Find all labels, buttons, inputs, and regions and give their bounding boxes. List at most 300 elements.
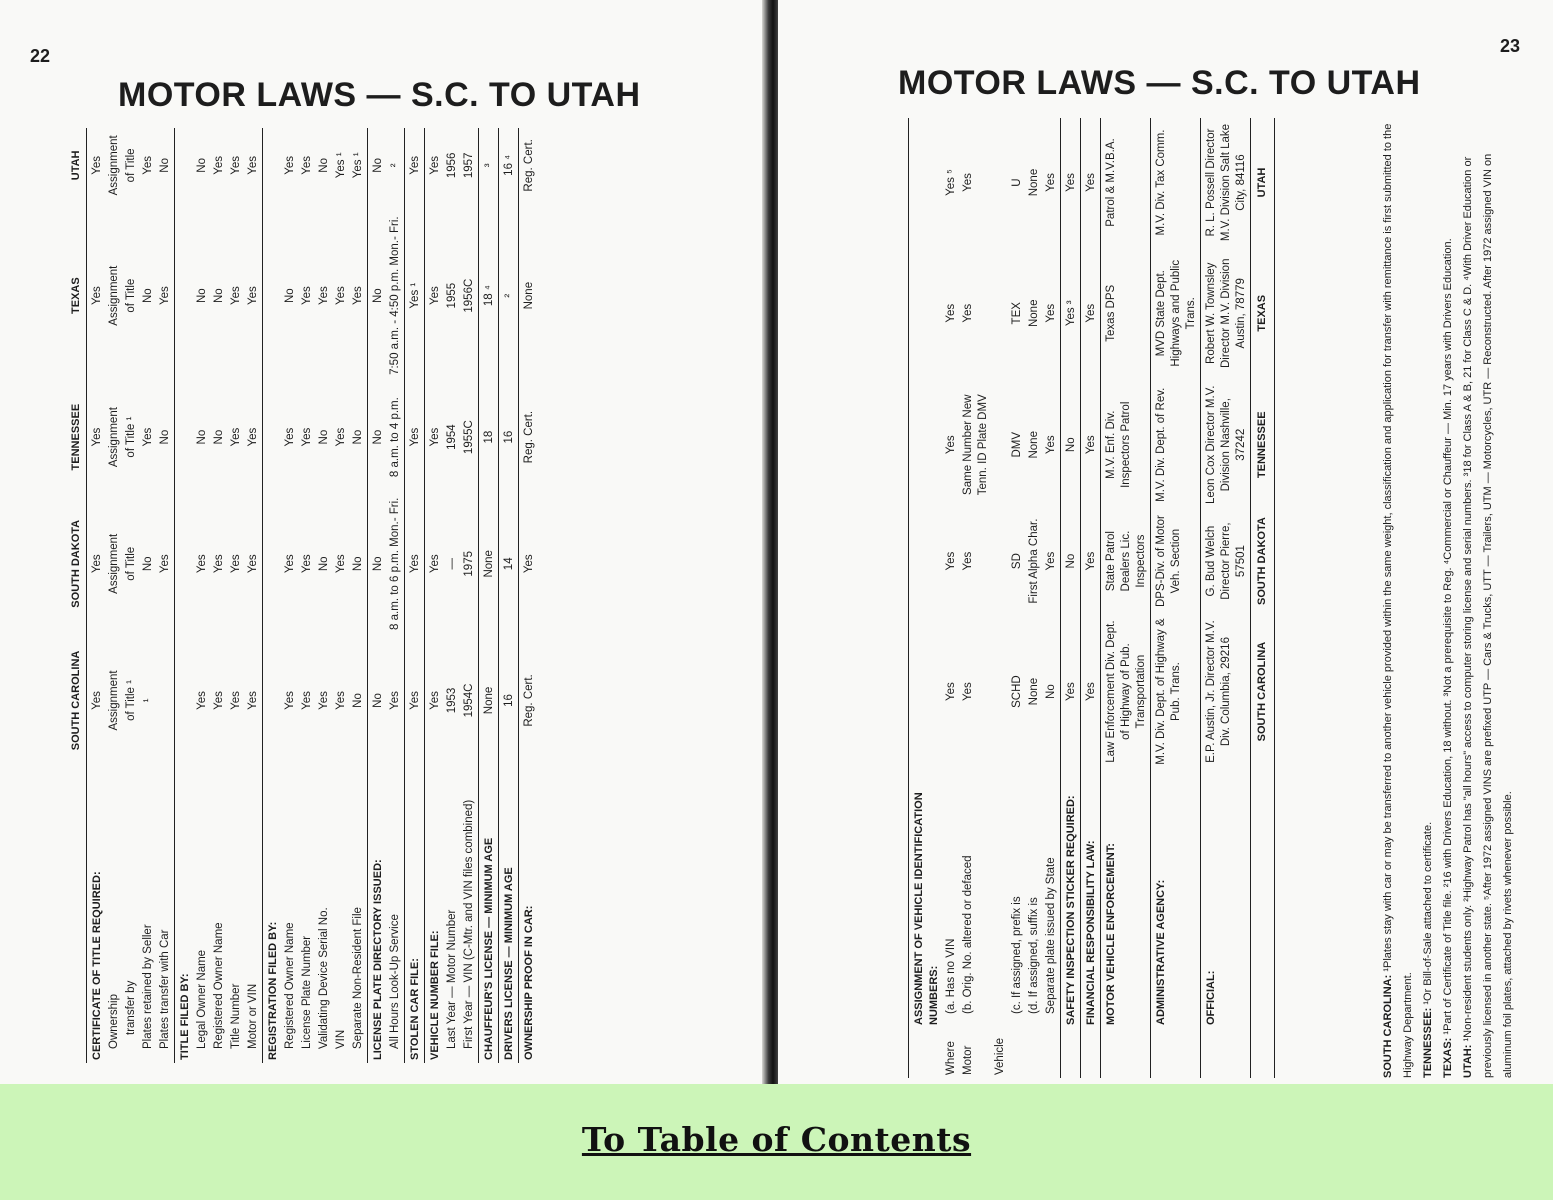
cell-value: 8 a.m. to 4 p.m. (389, 397, 401, 478)
row-prefix: Vehicle (994, 1037, 1006, 1075)
cell-value: Yes (247, 691, 259, 710)
row-prefix (1101, 1028, 1151, 1078)
state-label: SOUTH DAKOTA (1251, 510, 1275, 612)
state-label: SOUTH CAROLINA (1251, 612, 1275, 771)
cell-value: Yes (425, 642, 445, 759)
cell-value: 1955C (463, 420, 475, 455)
row-label: All Hours Look-Up Service (389, 914, 401, 1049)
cell-value: Yes ¹ (405, 203, 425, 389)
footnote-text: ¹Non-resident students only. ²Highway Patrol has "all hours" access to computer storing license and serial numbers. ³18 for Class A & B, 21 for Class C & D. ⁴With Driver Education or previously licensed in another state. ⁵After 1972 assigned VINS are prefixed UTP — Cars & Trucks, UTT — Trailers, UTM — Motorcycles, UTR — Reconstructed. After 1972 assigned VIN on aluminum foil plates, attached by rivets whenever possible. (1462, 153, 1514, 1078)
bottom-blank (1251, 1028, 1275, 1078)
bottom-state-labels (1251, 118, 1275, 1078)
column-header: TEXAS (66, 203, 87, 389)
table-row (909, 118, 944, 1078)
cell-value: No (368, 486, 388, 642)
table-of-contents-link[interactable]: To Table of Contents (581, 1120, 972, 1159)
footnotes (1378, 118, 1518, 1078)
table-row (333, 128, 350, 1063)
row-prefix: Motor (962, 1045, 974, 1075)
cell-value: None (1028, 299, 1040, 328)
cell-value: Yes (405, 642, 425, 759)
row-label: VIN (335, 1029, 347, 1049)
cell-value: No (159, 429, 171, 445)
table-row (1061, 118, 1081, 1078)
table-row (350, 128, 368, 1063)
cell-value: 1954C (463, 683, 475, 718)
cell-value: Yes (318, 691, 330, 710)
cell-value: 1953 (446, 687, 458, 714)
cell-value: Yes (519, 486, 539, 642)
table-row (387, 128, 405, 1063)
row-label: ADMINISTRATIVE AGENCY: (1151, 771, 1201, 1028)
column-header: TENNESSEE (66, 389, 87, 486)
table-header-row (66, 128, 87, 1063)
cell-value: Yes (1045, 303, 1057, 323)
row-prefix: Where (945, 1041, 957, 1075)
right-table-panel (908, 118, 1378, 1078)
row-prefix (1201, 1028, 1251, 1078)
cell-value: ³ (479, 128, 499, 203)
cell-value: 1956 (446, 152, 458, 179)
cell-value: Yes (425, 203, 445, 389)
row-label: License Plate Number (301, 935, 313, 1049)
cell-value: Same Number New Tenn. ID Plate DMV (962, 394, 989, 496)
footnote-text: ¹Plates stay with car or may be transferred to another vehicle provided within the same weight, classification and application for transfer with remittance is first submitted to the Highway Department. (1382, 123, 1414, 1078)
row-label: Title Number (230, 983, 242, 1049)
cell-value: No (1061, 510, 1081, 612)
footnote-state: UTAH: (1462, 1044, 1474, 1078)
table-row (425, 128, 445, 1063)
cell-value: Yes ¹ (352, 152, 364, 179)
cell-value: Assignment (108, 265, 120, 326)
cell-value: Yes (318, 286, 330, 306)
footnotes-panel (1378, 118, 1518, 1078)
cell-value: — (446, 558, 458, 570)
cell-value: Yes (1045, 551, 1057, 571)
cell-value: None (1028, 431, 1040, 459)
cell-value: Yes (1081, 379, 1101, 510)
cell-value (175, 486, 195, 642)
cell-value: Yes (142, 155, 154, 175)
cell-value (909, 510, 944, 612)
cell-value: Yes (196, 691, 208, 710)
cell-value: Yes (962, 682, 974, 701)
cell-value: SCHD (1011, 675, 1023, 708)
cell-value (263, 642, 283, 759)
cell-value: 18 (479, 389, 499, 486)
cell-value (909, 247, 944, 379)
cell-value: No (284, 288, 296, 304)
cell-value: Yes (247, 427, 259, 447)
cell-value: Yes (335, 554, 347, 574)
row-label: Motor or VIN (247, 983, 259, 1049)
table-row (194, 128, 211, 1063)
cell-value: Texas DPS (1101, 247, 1151, 379)
cell-value (992, 118, 1009, 247)
table-row (299, 128, 316, 1063)
cell-value: Yes (301, 286, 313, 306)
row-label: TITLE FILED BY: (175, 759, 195, 1063)
row-prefix (1061, 1028, 1081, 1078)
cell-value (992, 379, 1009, 510)
cell-value: 16 (499, 389, 519, 486)
table-row (1009, 118, 1026, 1078)
table-row (1081, 118, 1101, 1078)
cell-value: 1955 (446, 282, 458, 309)
footnote-state: TEXAS: (1442, 1037, 1454, 1078)
row-label: Last Year — Motor Number (446, 909, 458, 1049)
cell-value: No (213, 429, 225, 445)
cell-value: Yes ⁵ (945, 169, 957, 196)
cell-value: None (479, 642, 499, 759)
row-label: Registered Owner Name (284, 922, 296, 1049)
cell-value: 16 (499, 642, 519, 759)
cell-value: No (213, 288, 225, 304)
cell-value: Yes (405, 486, 425, 642)
cell-value: E.P. Austin, Jr. Director M.V. Div. Columbia, 29216 (1201, 612, 1251, 771)
page-title-left: MOTOR LAWS — S.C. TO UTAH (118, 76, 641, 114)
row-label: (d. If assigned, suffix is (1028, 897, 1040, 1014)
cell-value: Yes ³ (1061, 247, 1081, 379)
cell-value: Assignment (108, 407, 120, 468)
cell-value (992, 612, 1009, 771)
footer-banner (0, 1084, 1553, 1200)
cell-value: 1957 (463, 152, 475, 179)
cell-value: Yes (962, 551, 974, 571)
cell-value: Yes (247, 155, 259, 175)
cell-value: Yes (284, 427, 296, 447)
cell-value: Yes (301, 691, 313, 710)
cell-value: Yes (962, 173, 974, 192)
cell-value: 1956C (463, 278, 475, 313)
cell-value: of Title (125, 278, 137, 313)
state-label: TEXAS (1251, 247, 1275, 379)
row-label: (b. Orig. No. altered or defaced (962, 855, 974, 1014)
cell-value: Yes (335, 691, 347, 710)
footnote-state: SOUTH CAROLINA: (1382, 974, 1394, 1078)
cell-value: Yes (425, 389, 445, 486)
cell-value: Reg. Cert. (519, 389, 539, 486)
row-label: MOTOR VEHICLE ENFORCEMENT: (1101, 771, 1151, 1028)
row-prefix (1009, 1028, 1026, 1078)
cell-value: No (196, 158, 208, 173)
cell-value: Yes (87, 128, 107, 203)
cell-value: 14 (499, 486, 519, 642)
cell-value: SD (1011, 553, 1023, 570)
cell-value: 18 ⁴ (479, 203, 499, 389)
motor-laws-table-right (908, 118, 1275, 1078)
row-label: OFFICIAL: (1201, 771, 1251, 1028)
cell-value: Yes (87, 486, 107, 642)
cell-value: of Title ¹ (125, 416, 137, 458)
row-label: DRIVERS LICENSE — MINIMUM AGE (499, 759, 519, 1063)
cell-value: Yes (1061, 118, 1081, 247)
cell-value: Yes (945, 682, 957, 701)
cell-value: Yes (142, 427, 154, 447)
cell-value: of Title (125, 148, 137, 183)
cell-value (909, 118, 944, 247)
bottom-blank (1251, 771, 1275, 1028)
cell-value: 1975 (463, 551, 475, 577)
cell-value: No (318, 556, 330, 572)
cell-value: No (142, 556, 154, 572)
table-row (228, 128, 245, 1063)
cell-value: TEX (1011, 302, 1023, 325)
cell-value: No (352, 429, 364, 445)
table-row (992, 118, 1009, 1078)
footnote (1418, 118, 1438, 1078)
cell-value: None (479, 486, 499, 642)
cell-value: ¹ (142, 698, 154, 703)
cell-value: None (519, 203, 539, 389)
table-row (106, 128, 123, 1063)
table-row (123, 128, 140, 1063)
cell-value: Yes (405, 128, 425, 203)
footnote (1458, 118, 1518, 1078)
cell-value: Reg. Cert. (519, 642, 539, 759)
cell-value (175, 128, 195, 203)
cell-value (175, 389, 195, 486)
cell-value: M.V. Enf. Div. Inspectors Patrol (1101, 379, 1151, 510)
cell-value: Yes (230, 427, 242, 447)
table-row (211, 128, 228, 1063)
page-number-right: 23 (1500, 36, 1521, 56)
column-header: SOUTH DAKOTA (66, 486, 87, 642)
cell-value: No (1045, 684, 1057, 699)
cell-value: No (368, 642, 388, 759)
row-label: Separate Non-Resident File (352, 907, 364, 1049)
row-label: Separate plate issued by State (1045, 857, 1057, 1014)
cell-value: ² (389, 163, 401, 168)
row-label: Legal Owner Name (196, 949, 208, 1049)
footnote (1378, 118, 1418, 1078)
cell-value: Yes (230, 691, 242, 710)
table-row (960, 118, 992, 1078)
table-row (1101, 118, 1151, 1078)
row-prefix (1043, 1028, 1061, 1078)
cell-value: Yes (247, 554, 259, 574)
cell-value: No (368, 203, 388, 389)
cell-value: Yes (213, 155, 225, 175)
cell-value: No (368, 389, 388, 486)
cell-value (263, 389, 283, 486)
row-prefix (1081, 1028, 1101, 1078)
cell-value: DMV (1011, 431, 1023, 458)
cell-value: Yes (301, 155, 313, 175)
cell-value: None (1028, 677, 1040, 706)
cell-value: No (159, 158, 171, 173)
cell-value: State Patrol Dealers Lic. Inspectors (1101, 510, 1151, 612)
table-row (1026, 118, 1043, 1078)
footnote-state: TENNESSEE: (1422, 1007, 1434, 1078)
row-label: FINANCIAL RESPONSIBILITY LAW: (1081, 771, 1101, 1028)
row-label: (c. If assigned, prefix is (1011, 896, 1023, 1014)
row-label: VEHICLE NUMBER FILE: (425, 759, 445, 1063)
cell-value (157, 642, 175, 759)
table-row (157, 128, 175, 1063)
cell-value: of Title ¹ (125, 680, 137, 721)
cell-value: Yes (425, 486, 445, 642)
cell-value: M.V. Div. Dept. of Rev. (1151, 379, 1201, 510)
page-title-right: MOTOR LAWS — S.C. TO UTAH (898, 64, 1421, 102)
cell-value: No (318, 429, 330, 445)
cell-value: Yes (1045, 173, 1057, 192)
cell-value: Yes (247, 286, 259, 306)
cell-value: U (1011, 178, 1023, 187)
cell-value: of Title (125, 546, 137, 581)
table-row (175, 128, 195, 1063)
table-row (479, 128, 499, 1063)
cell-value (263, 203, 283, 389)
cell-value: Reg. Cert. (519, 128, 539, 203)
table-row (263, 128, 283, 1063)
cell-value: Yes (1081, 247, 1101, 379)
row-label: First Year — VIN (C-Mtr. and VIN files combined) (463, 799, 475, 1049)
table-row (519, 128, 539, 1063)
cell-value: Yes (213, 554, 225, 574)
cell-value: Robert W. Townsley Director M.V. Division Austin, 78779 (1201, 247, 1251, 379)
row-label: ASSIGNMENT OF VEHICLE IDENTIFICATION NUMBERS: (909, 771, 944, 1028)
cell-value: Yes (945, 551, 957, 571)
cell-value: No (196, 429, 208, 445)
table-row (444, 128, 461, 1063)
cell-value: None (1028, 168, 1040, 197)
cell-value: No (1061, 379, 1081, 510)
cell-value: MVD State Dept. Highways and Public Trans. (1151, 247, 1201, 379)
footnote-text: ¹Part of Certificate of Title file. ²16 with Drivers Education, 18 without. ³Not a prerequisite to Reg. ⁴Commercial or Chauffeur — Min. 17 years with Drivers Education. (1442, 238, 1454, 1035)
cell-value: Assignment (108, 135, 120, 196)
header-blank (66, 759, 87, 1063)
footnote-text: ¹Or Bill-of-Sale attached to certificate. (1422, 821, 1434, 1005)
cell-value: Assignment (108, 670, 120, 731)
cell-value: Yes (196, 554, 208, 574)
cell-value: Yes (335, 427, 347, 447)
footnote (1438, 118, 1458, 1078)
right-page (778, 0, 1553, 1084)
cell-value: No (196, 288, 208, 304)
row-label: Plates transfer with Car (159, 929, 171, 1049)
row-label: LICENSE PLATE DIRECTORY ISSUED: (368, 759, 388, 1063)
row-label: REGISTRATION FILED BY: (263, 759, 283, 1063)
cell-value: Yes (1045, 435, 1057, 455)
cell-value: No (318, 158, 330, 173)
row-label: OWNERSHIP PROOF IN CAR: (519, 759, 539, 1063)
cell-value: Yes (213, 691, 225, 710)
table-row (282, 128, 299, 1063)
left-table-panel (66, 128, 676, 1063)
cell-value: Yes (945, 435, 957, 455)
cell-value: M.V. Div. Dept. of Highway & Pub. Trans. (1151, 612, 1201, 771)
table-row (140, 128, 157, 1063)
table-row (368, 128, 388, 1063)
cell-value: 1954 (446, 424, 458, 450)
row-label: Ownership (108, 994, 120, 1049)
cell-value: 16 ⁴ (499, 128, 519, 203)
table-row (943, 118, 960, 1078)
row-label: SAFETY INSPECTION STICKER REQUIRED: (1061, 771, 1081, 1028)
cell-value: Yes (159, 286, 171, 306)
cell-value (263, 486, 283, 642)
cell-value: Yes (1081, 118, 1101, 247)
table-row (245, 128, 263, 1063)
cell-value: Patrol & M.V.B.A. (1101, 118, 1151, 247)
row-label: transfer by (125, 980, 137, 1035)
table-row (1043, 118, 1061, 1078)
cell-value: Yes (945, 303, 957, 323)
cell-value (992, 510, 1009, 612)
cell-value: Yes (301, 427, 313, 447)
row-label: Registered Owner Name (213, 922, 225, 1049)
row-prefix (1026, 1028, 1043, 1078)
row-label: (a. Has no VIN (945, 938, 957, 1014)
cell-value: R. L. Possell Director M.V. Division Salt Lake City, 84116 (1201, 118, 1251, 247)
cell-value: ² (499, 203, 519, 389)
cell-value: Yes (230, 155, 242, 175)
cell-value: No (142, 288, 154, 304)
page-number-left: 22 (30, 46, 51, 66)
row-prefix (909, 1028, 944, 1078)
column-header: UTAH (66, 128, 87, 203)
state-label: TENNESSEE (1251, 379, 1275, 510)
cell-value (263, 128, 283, 203)
row-prefix (1151, 1028, 1201, 1078)
cell-value: G. Bud Welch Director Pierre, 57501 (1201, 510, 1251, 612)
row-label: Validating Device Serial No. (318, 907, 330, 1049)
table-row (1201, 118, 1251, 1078)
column-header: SOUTH CAROLINA (66, 642, 87, 759)
cell-value: Yes (87, 642, 107, 759)
row-label: CERTIFICATE OF TITLE REQUIRED: (87, 759, 107, 1063)
cell-value: Yes (405, 389, 425, 486)
cell-value (909, 379, 944, 510)
cell-value: Yes (301, 554, 313, 574)
cell-value: Yes (87, 203, 107, 389)
left-page (0, 0, 770, 1084)
row-label (992, 771, 1009, 1028)
table-row (87, 128, 107, 1063)
cell-value (175, 642, 195, 759)
state-label: UTAH (1251, 118, 1275, 247)
cell-value: Leon Cox Director M.V. Division Nashville, 37242 (1201, 379, 1251, 510)
cell-value: Yes (87, 389, 107, 486)
cell-value: Yes (1081, 510, 1101, 612)
table-row (316, 128, 333, 1063)
cell-value: Yes (335, 286, 347, 306)
cell-value: Yes (352, 286, 364, 306)
cell-value: Yes (230, 286, 242, 306)
cell-value: No (352, 556, 364, 572)
cell-value: 8 a.m. to 6 p.m. Mon.- Fri. (389, 497, 401, 630)
row-label: Plates retained by Seller (142, 924, 154, 1049)
cell-value: Yes (284, 155, 296, 175)
cell-value: Yes (284, 554, 296, 574)
cell-value (992, 247, 1009, 379)
table-row (499, 128, 519, 1063)
cell-value: Yes ¹ (335, 152, 347, 179)
row-label: STOLEN CAR FILE: (405, 759, 425, 1063)
cell-value: Yes (284, 691, 296, 710)
cell-value: No (368, 128, 388, 203)
cell-value: Assignment (108, 533, 120, 594)
cell-value: Yes (962, 303, 974, 323)
cell-value: Yes (389, 691, 401, 710)
motor-laws-table-left (66, 128, 538, 1063)
cell-value: M.V. Div. Tax Comm. (1151, 118, 1201, 247)
cell-value: DPS-Div. of Motor Veh. Section (1151, 510, 1201, 612)
table-row (405, 128, 425, 1063)
cell-value: First Alpha Char. (1028, 518, 1040, 604)
cell-value: Yes (230, 554, 242, 574)
